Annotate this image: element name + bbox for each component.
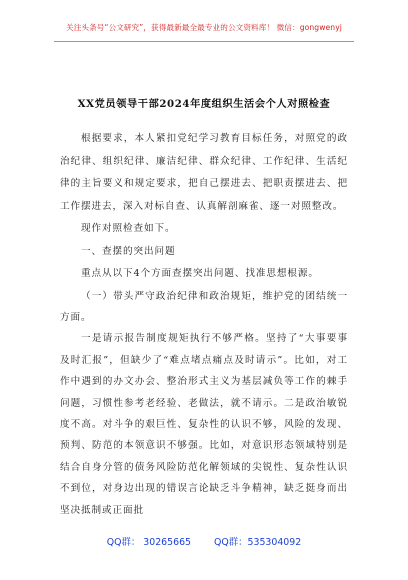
document-title: XX党员领导干部2024年度组织生活会个人对照检查	[77, 98, 331, 110]
header-divider	[54, 41, 354, 42]
body-paragraph-statement: 现作对照检查如下。	[81, 223, 176, 234]
subsection-heading: （一）带头严守政治纪律和政治规矩，维护党的团结统一方面。	[60, 290, 348, 323]
document-body	[60, 128, 348, 521]
header-notice: 关注头条号“公文研究”，获得最新最全最专业的公文资料库！ 微信：gongwenyj	[66, 23, 342, 32]
body-paragraph-problems: 一是请示报告制度规矩执行不够严格。坚持了“大事要事及时汇报”，但缺少了“难点堵点痛点及时请示”。比如，对工作中遇到的办文办会、整治形式主义为基层减负等工作的棘手问题，习惯性参考老经验、老做法，就不请示。二是政治敏锐度不高。对斗争的艰巨性、复杂性的认识不够，风险的发现、预判、防范的本领意识不够强。比如，对意识形态领域特别是结合自身分管的债务风险防范化解领域的尖锐性、复杂性认识不到位，对身边出现的错误言论缺乏斗争精神，缺乏挺身而出坚决抵制或正面批	[60, 333, 348, 516]
footer-qq-group-2: QQ群：535304092	[214, 537, 302, 548]
section-heading: 一、查摆的突出问题	[81, 245, 176, 257]
footer-qq-group-1: QQ群： 30265665	[106, 537, 192, 548]
footer-qq-groups	[0, 534, 408, 548]
body-paragraph-intro: 根据要求，本人紧扣党纪学习教育目标任务，对照党的政治纪律、组织纪律、廉洁纪律、群众纪律、工作纪律、生活纪律的主旨要义和规定要求，把自己摆进去、把职责摆进去、把工作摆进去，深入对标自查、认真解剖麻雀、逐一对照整改。	[60, 133, 348, 212]
body-paragraph-focus: 重点从以下4个方面查摆突出问题、找准思想根源。	[81, 268, 319, 279]
